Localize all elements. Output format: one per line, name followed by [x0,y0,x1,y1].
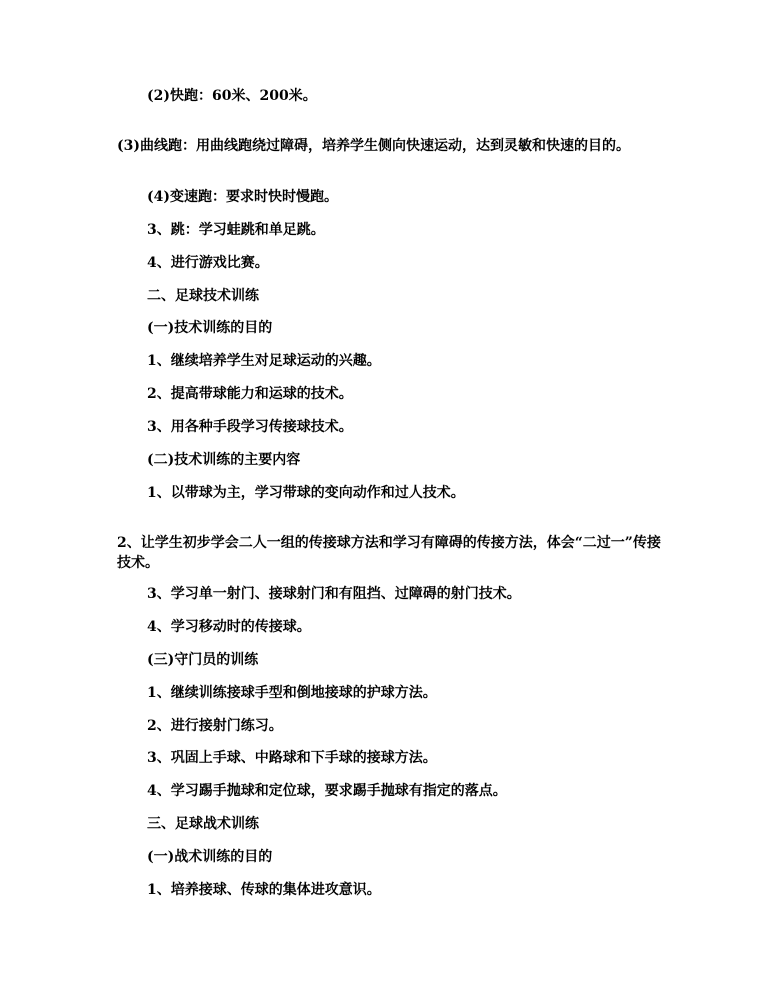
paragraph-passing: 2、让学生初步学会二人一组的传接球方法和学习有障碍的传接方法，体会“二过一”传接技术。 [117,535,661,571]
paragraph-game: 4、进行游戏比赛。 [147,255,269,271]
list-item: 1、培养接球、传球的集体进攻意识。 [147,882,381,898]
list-item: 4、学习踢手抛球和定位球，要求踢手抛球有指定的落点。 [147,783,507,799]
subheading-technique-content: (二)技术训练的主要内容 [147,452,301,468]
paragraph-fast-run: (2)快跑：60米、200米。 [147,88,317,104]
paragraph-jump: 3、跳：学习蛙跳和单足跳。 [147,222,325,238]
list-item: 3、用各种手段学习传接球技术。 [147,419,353,435]
list-item: 3、巩固上手球、中路球和下手球的接球方法。 [147,750,437,766]
paragraph-variable-run: (4)变速跑：要求时快时慢跑。 [147,189,338,205]
list-item: 1、继续培养学生对足球运动的兴趣。 [147,353,381,369]
list-item: 1、继续训练接球手型和倒地接球的护球方法。 [147,685,437,701]
subheading-technique-purpose: (一)技术训练的目的 [147,320,273,336]
list-item: 4、学习移动时的传接球。 [147,619,311,635]
heading-tactics-training: 三、足球战术训练 [147,816,259,832]
heading-technique-training: 二、足球技术训练 [147,288,259,304]
list-item: 2、提高带球能力和运球的技术。 [147,386,353,402]
paragraph-curve-run: (3)曲线跑：用曲线跑绕过障碍，培养学生侧向快速运动，达到灵敏和快速的目的。 [117,138,630,154]
list-item: 2、进行接射门练习。 [147,718,283,734]
subheading-goalkeeper: (三)守门员的训练 [147,652,259,668]
subheading-tactics-purpose: (一)战术训练的目的 [147,849,273,865]
list-item: 1、以带球为主，学习带球的变向动作和过人技术。 [147,485,465,501]
list-item: 3、学习单一射门、接球射门和有阻挡、过障碍的射门技术。 [147,586,521,602]
